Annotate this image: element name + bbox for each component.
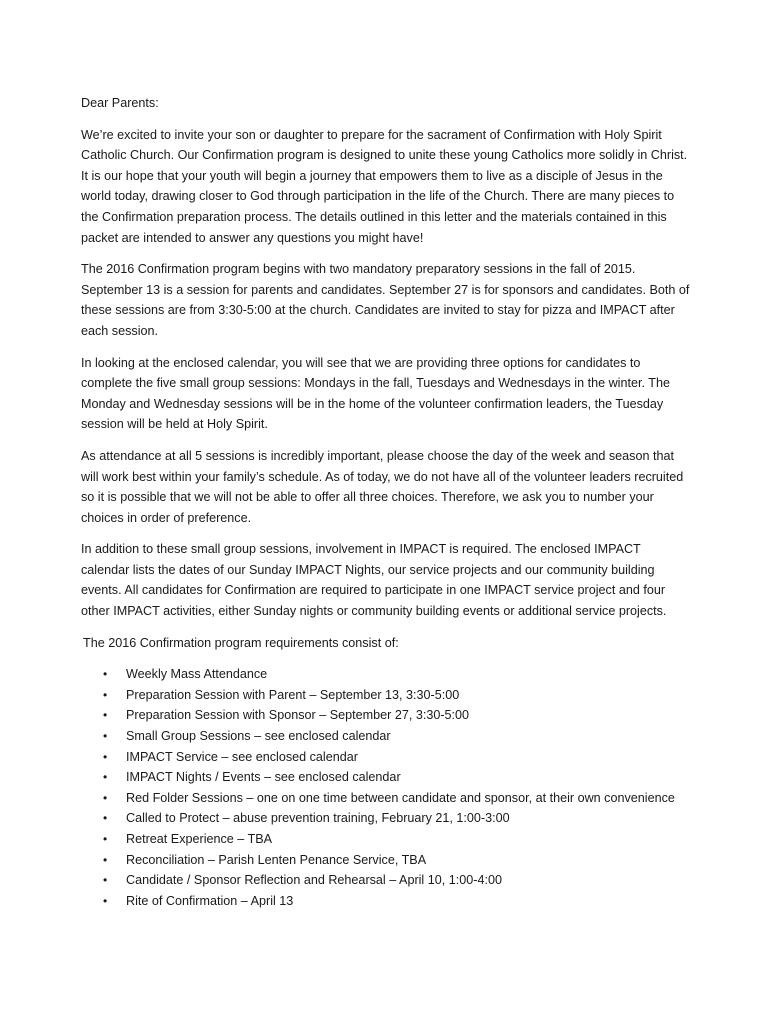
list-item — [81, 808, 691, 829]
requirement-text: Preparation Session with Parent – September 13, 3:30-5:00 — [126, 687, 460, 702]
requirement-text: Candidate / Sponsor Reflection and Rehearsal – April 10, 1:00-4:00 — [126, 873, 502, 888]
requirement-text: Retreat Experience – TBA — [126, 832, 273, 846]
list-item — [81, 891, 691, 912]
list-item — [81, 726, 691, 747]
paragraph-impact: In addition to these small group sessions, involvement in IMPACT is required. The enclosed IMPACT calendar lists the dates of our Sunday IMPACT Nights, our service projects and our community building events. All candidates for Confirmation are required to participate in one IMPACT service project and four other IMPACT activities, either Sunday nights or community building events or additional service projects. — [81, 542, 667, 619]
list-item — [81, 685, 691, 706]
bullet-icon: • — [103, 729, 108, 744]
bullet-icon: • — [103, 749, 108, 764]
paragraph-invitation: We’re excited to invite your son or daughter to prepare for the sacrament of Confirmation with Holy Spirit Catholic Church. Our Confirmation program is designed to unite these young Catholics more solidly in Christ. It is our hope that your youth will begin a journey that empowers them to live as a disciple of Jesus in the world today, drawing closer to God through participation in the life of the Church. There are many pieces to the Confirmation preparation process. The details outlined in this letter and the materials contained in this packet are intended to answer any questions you might have! — [81, 127, 688, 245]
list-item — [81, 829, 691, 850]
bullet-icon: • — [103, 852, 108, 867]
list-item — [81, 705, 691, 726]
list-item — [81, 767, 691, 788]
bullet-icon: • — [103, 893, 108, 908]
list-item — [81, 664, 691, 685]
requirements-intro: The 2016 Confirmation program requirements consist of: — [83, 635, 399, 650]
bullet-icon: • — [103, 770, 108, 785]
salutation: Dear Parents: — [81, 96, 159, 110]
requirement-text: Called to Protect – abuse prevention training, February 21, 1:00-3:00 — [126, 811, 510, 826]
requirement-text: Reconciliation – Parish Lenten Penance Service, TBA — [126, 852, 427, 867]
bullet-icon: • — [103, 687, 108, 702]
list-item — [81, 788, 691, 809]
bullet-icon: • — [103, 832, 108, 846]
requirement-text: IMPACT Service – see enclosed calendar — [126, 749, 358, 764]
bullet-icon: • — [103, 667, 108, 682]
requirement-text: IMPACT Nights / Events – see enclosed calendar — [126, 770, 401, 785]
requirement-text: Weekly Mass Attendance — [126, 667, 268, 682]
paragraph-attendance: As attendance at all 5 sessions is incredibly important, please choose the day of the week and season that will work best within your family’s schedule. As of today, we do not have all of the volunteer leaders recruited so it is possible that we will not be able to offer all three choices. Therefore, we ask you to number your choices in order of preference. — [81, 448, 684, 525]
requirement-text: Small Group Sessions – see enclosed calendar — [126, 729, 391, 744]
bullet-icon: • — [103, 708, 108, 723]
paragraph-small-group-options: In looking at the enclosed calendar, you will see that we are providing three options for candidates to complete the five small group sessions: Mondays in the fall, Tuesdays and Wednesdays in the winter. The Monday and Wednesday sessions will be in the home of the volunteer confirmation leaders, the Tuesday session will be held at Holy Spirit. — [81, 355, 670, 432]
paragraph-preparatory-sessions: The 2016 Confirmation program begins with two mandatory preparatory sessions in the fall of 2015. September 13 is a session for parents and candidates. September 27 is for sponsors and candidates. Both of these sessions are from 3:30-5:00 at the church. Candidates are invited to stay for pizza and IMPACT after each session. — [81, 262, 690, 338]
requirement-text: Preparation Session with Sponsor – September 27, 3:30-5:00 — [126, 708, 470, 723]
list-item — [81, 870, 691, 891]
requirement-text: Red Folder Sessions – one on one time between candidate and sponsor, at their own convenience — [126, 790, 675, 805]
requirements-list — [81, 664, 691, 911]
letter-page — [81, 93, 691, 911]
list-item — [81, 850, 691, 871]
bullet-icon: • — [103, 873, 108, 888]
bullet-icon: • — [103, 790, 108, 805]
list-item — [81, 747, 691, 768]
bullet-icon: • — [103, 811, 108, 826]
requirement-text: Rite of Confirmation – April 13 — [126, 893, 294, 908]
